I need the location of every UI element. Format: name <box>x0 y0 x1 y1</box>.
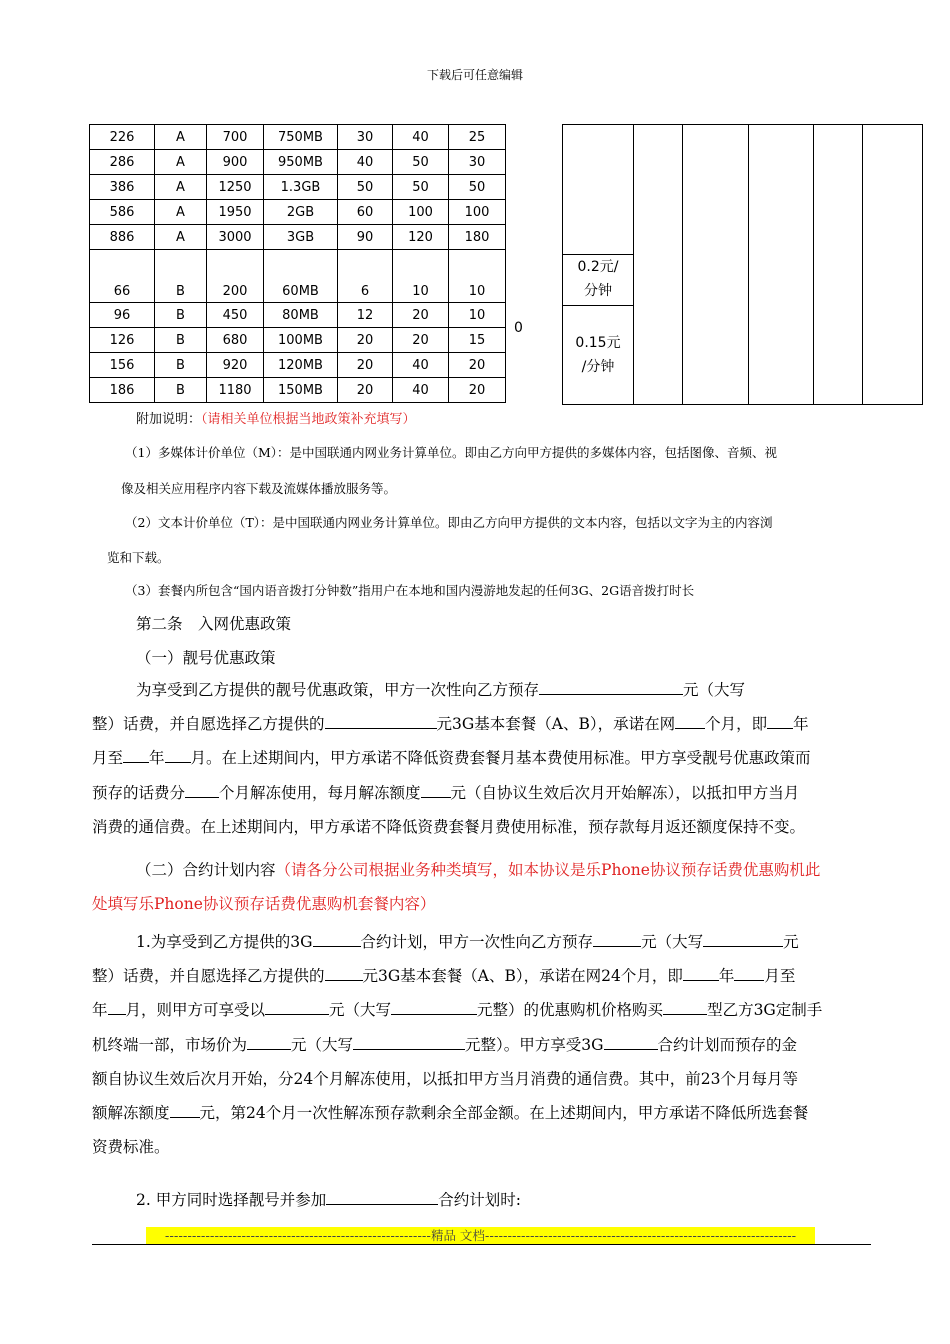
table-cell: 20 <box>393 303 449 328</box>
table-cell: 100 <box>449 200 506 225</box>
rate-b-line1: 0.15元 <box>575 335 621 351</box>
table-cell: 50 <box>338 175 393 200</box>
table-cell: 886 <box>90 225 155 250</box>
table-cell: 700 <box>207 125 264 150</box>
table-cell: 3GB <box>264 225 338 250</box>
table-cell: 186 <box>90 378 155 403</box>
table-cell: 100 <box>393 200 449 225</box>
rate-a-line2: 分钟 <box>584 283 612 299</box>
table-cell: B <box>155 303 207 328</box>
table-cell: 50 <box>393 150 449 175</box>
table-cell: A <box>155 175 207 200</box>
table-cell: 900 <box>207 150 264 175</box>
table-cell: 40 <box>393 125 449 150</box>
table-cell: 20 <box>393 328 449 353</box>
table-cell: 180 <box>449 225 506 250</box>
table-cell: 80MB <box>264 303 338 328</box>
note-item-2-line1: （2）文本计价单位（T）：是中国联通内网业务计算单位。即由乙方向甲方提供的文本内容，包括以文字为主的内容浏 <box>125 515 773 530</box>
table-cell: B <box>155 328 207 353</box>
table-cell: 12 <box>338 303 393 328</box>
note-item-2-line2: 览和下载。 <box>107 550 170 565</box>
table-cell: 20 <box>449 378 506 403</box>
section-2-paragraph-1: 1.为享受到乙方提供的3G 合约计划，甲方一次性向乙方预存 元（大写 元 整）话费，并自愿选择乙方提供的 元3G基本套餐（A、B），承诺在网24个月，即 年 月至 年 月，则甲方可享受以 元（大写 元整）的优惠购机价格购买 型乙方3G定制手 机终端一部，市场价为 元（大写 元整）。甲方享受3G 合约计划而预存的金 额自协议生效后次月开始，分24个月解冻使用，以抵扣甲方当月消费的通信费。其中，前23个月每月等 额解冻额度 元，第24个月一次性解冻预存款剩余全部金额。在上述期间内，甲方承诺不降低所选套餐 资费标准。 <box>92 925 870 1164</box>
table-cell: 2GB <box>264 200 338 225</box>
table-cell: 20 <box>338 328 393 353</box>
table-cell: 450 <box>207 303 264 328</box>
note-item-1-line2: 像及相关应用程序内容下载及流媒体播放服务等。 <box>121 481 397 496</box>
table-cell: 30 <box>449 150 506 175</box>
table-cell: 6 <box>338 250 393 303</box>
table-cell: 386 <box>90 175 155 200</box>
table-cell: 1250 <box>207 175 264 200</box>
table-cell: 60 <box>338 200 393 225</box>
table-cell: A <box>155 225 207 250</box>
table-cell: 20 <box>338 378 393 403</box>
section-1-title: （一）靓号优惠政策 <box>136 649 276 667</box>
table-cell: 50 <box>449 175 506 200</box>
table-cell: 10 <box>393 250 449 303</box>
table-cell: 20 <box>338 353 393 378</box>
table-cell: 90 <box>338 225 393 250</box>
zero-value: 0 <box>514 320 523 336</box>
table-cell: 25 <box>449 125 506 150</box>
table-cell: 15 <box>449 328 506 353</box>
table-cell: 10 <box>449 250 506 303</box>
table-row <box>90 250 506 303</box>
table-cell: 60MB <box>264 250 338 303</box>
table-row <box>90 125 506 150</box>
table-cell: 1950 <box>207 200 264 225</box>
table-cell: A <box>155 150 207 175</box>
table-cell: 1180 <box>207 378 264 403</box>
table-row <box>90 353 506 378</box>
table-cell: A <box>155 125 207 150</box>
tariff-table <box>89 124 506 403</box>
section-1-paragraph: 为享受到乙方提供的靓号优惠政策，甲方一次性向乙方预存 元（大写 整）话费，并自愿选择乙方提供的 元3G基本套餐（A、B），承诺在网 个月，即 年 月至 年 月。在上述期间内，甲方承诺不降低资费套餐月基本费使用标准。甲方享受靓号优惠政策而 预存的话费分 个月解冻使用，每月解冻额度 元（自协议生效后次月开始解冻），以抵扣甲方当月 消费的通信费。在上述期间内，甲方承诺不降低资费套餐月费使用标准，预存款每月返还额度保持不变。 <box>92 673 870 844</box>
table-cell: 950MB <box>264 150 338 175</box>
article-title: 第二条 入网优惠政策 <box>136 615 292 633</box>
table-row <box>90 378 506 403</box>
table-cell: 3000 <box>207 225 264 250</box>
table-row <box>90 150 506 175</box>
table-cell: 586 <box>90 200 155 225</box>
table-cell: 150MB <box>264 378 338 403</box>
footer-banner: -----------------------------------------------------------精品 文档--------------------------------------------------------------------- <box>146 1227 815 1244</box>
table-cell: 40 <box>393 353 449 378</box>
table-cell: 50 <box>393 175 449 200</box>
table-cell: 156 <box>90 353 155 378</box>
table-cell: 100MB <box>264 328 338 353</box>
table-cell: 96 <box>90 303 155 328</box>
table-cell: 30 <box>338 125 393 150</box>
note-heading: 附加说明：（请相关单位根据当地政策补充填写） <box>136 412 416 427</box>
table-cell: 1.3GB <box>264 175 338 200</box>
table-row <box>90 328 506 353</box>
table-cell: 126 <box>90 328 155 353</box>
table-row <box>90 200 506 225</box>
note-item-1-line1: （1）多媒体计价单位（M）：是中国联通内网业务计算单位。即由乙方向甲方提供的多媒体内容，包括图像、音频、视 <box>125 445 778 460</box>
table-cell: 40 <box>393 378 449 403</box>
table-cell: 680 <box>207 328 264 353</box>
table-cell: B <box>155 353 207 378</box>
table-row <box>90 225 506 250</box>
table-cell: 10 <box>449 303 506 328</box>
rate-grid <box>562 124 923 405</box>
footer-rule <box>92 1244 871 1245</box>
note-item-3: （3）套餐内所包含“国内语音拨打分钟数”指用户在本地和国内漫游地发起的任何3G、2G语音拨打时长 <box>125 583 695 598</box>
table-cell: 920 <box>207 353 264 378</box>
table-cell: 66 <box>90 250 155 303</box>
page-header: 下载后可任意编辑 <box>426 68 523 82</box>
table-cell: B <box>155 250 207 303</box>
table-cell: 286 <box>90 150 155 175</box>
table-cell: 120MB <box>264 353 338 378</box>
table-cell: 750MB <box>264 125 338 150</box>
section-2-paragraph-2: 2. 甲方同时选择靓号并参加 合约计划时: <box>92 1183 870 1217</box>
rate-b-line2: /分钟 <box>581 359 615 375</box>
table-cell: A <box>155 200 207 225</box>
table-cell: B <box>155 378 207 403</box>
table-cell: 200 <box>207 250 264 303</box>
table-cell: 226 <box>90 125 155 150</box>
table-cell: 20 <box>449 353 506 378</box>
table-row <box>90 175 506 200</box>
section-2-heading: （二）合约计划内容（请各分公司根据业务种类填写，如本协议是乐Phone协议预存话费优惠购机此 处填写乐Phone协议预存话费优惠购机套餐内容） <box>92 861 821 914</box>
table-row <box>90 303 506 328</box>
table-cell: 120 <box>393 225 449 250</box>
rate-a-line1: 0.2元/ <box>577 259 619 275</box>
table-cell: 40 <box>338 150 393 175</box>
